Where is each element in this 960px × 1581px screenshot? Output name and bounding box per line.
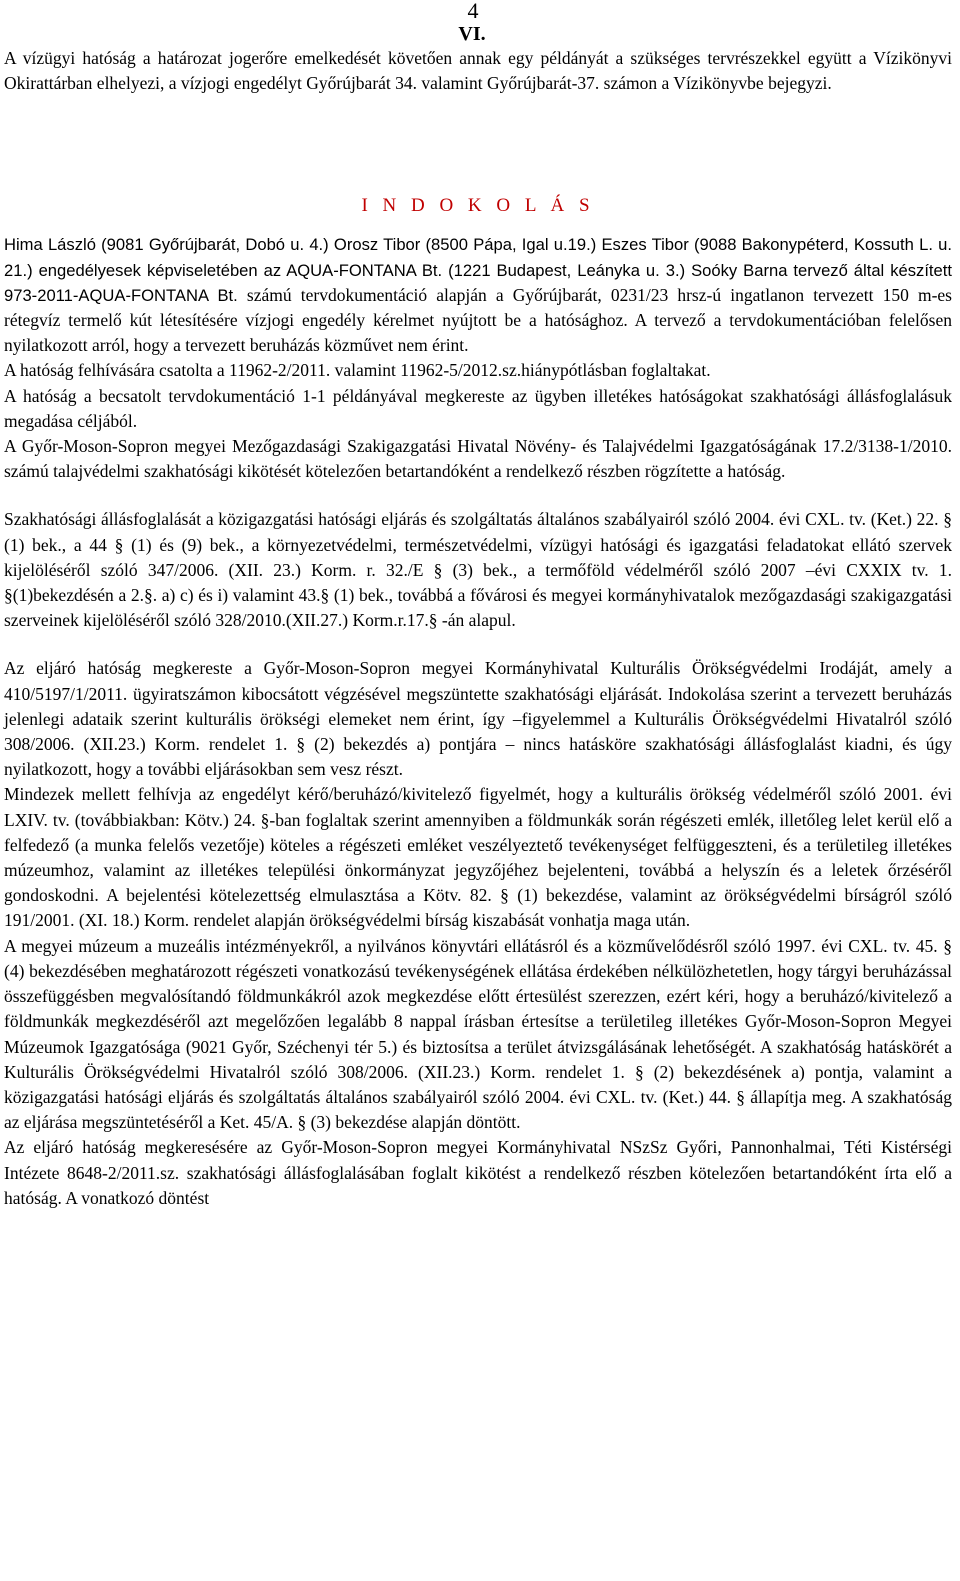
section-number: VI. (458, 23, 486, 45)
paragraph-kulturalis-2: Mindezek mellett felhívja az engedélyt kérő/beruházó/kivitelező figyelmét, hogy a kulturális örökség védelméről szóló 2001. évi LXIV. tv. (továbbiakban: Kötv.) 24. §-ban foglaltak szerint amennyiben a földmunkák során régészeti emlék, illetőleg lelet kerül elő a felfedező (a munka felelős vezetője) köteles a régészeti emléket veszélyeztető tevékenységet felfüggeszteni, és a területileg illetékes múzeumhoz, valamint az illetékes települési önkormányzat jegyzőjéhez bejelenteni, továbbá a helyszín és a leletek őrzéséről gondoskodni. A bejelentési kötelezettség elmulasztása a Kötv. 82. § (1) bekezdése, valamint az örökségvédelmi bírságról szóló 191/2001. (XI. 18.) Korm. rendelet alapján örökségvédelmi bírság kiszabását vonhatja maga után. (4, 784, 952, 931)
paragraph-megkereses: A hatóság a becsatolt tervdokumentáció 1-1 példányával megkereste az ügyben illetékes hatóságokat szakhatósági állásfoglalásuk megadása céljából. (4, 385, 952, 431)
heading-indokolas: I N D O K O L Á S (361, 195, 595, 217)
paragraph-nszsz: Az eljáró hatóság megkeresésére az Győr-Moson-Sopron megyei Kormányhivatal NSzSz Győri, Pannonhalmai, Téti Kistérségi Intézete 8648-2/2011.sz. szakhatósági állásfoglalásában foglalt kikötést a rendelkező részben kötelezően betartandóként írta elő a hatóság. A vonatkozó döntést (4, 1137, 952, 1208)
indokolas-intro-serif: számú tervdokumentáció alapján a Győrújbarát, 0231/23 hrsz-ú ingatlanon tervezett 150 m-es rétegvíz termelő kút létesítésére vízjogi engedély kérelmet nyújtott be a hatósághoz. A tervező a tervdokumentációban felelősen nyilatkozott arról, hogy a tervezett beruházás közművet nem érint. (4, 284, 952, 356)
paragraph-hianypotlas: A hatóság felhívására csatolta a 11962-2/2011. valamint 11962-5/2012.sz.hiánypótlásban foglaltakat. (4, 360, 711, 381)
paragraph-szakhatosagi: Szakhatósági állásfoglalását a közigazgatási hatósági eljárás és szolgáltatás általános szabályairól szóló 2004. évi CXL. tv. (Ket.) 22. § (1) bek., a 44 § (1) és (9) bek., a környezetvédelmi, természetvédelmi, vízügyi hatósági és igazgatási feladatokat ellátó szervek kijelöléséről szóló 347/2006. (XII. 23.) Korm. r. 32./E § (3) bek., a termőföld védelméről szóló 2007 –évi CXXIX tv. 1. §(1)bekezdésén a 2.§. a) c) és i) valamint 43.§ (1) bek., továbbá a fővárosi és megyei kormányhivatalok mezőgazdasági szakigazgatási szerveinek kijelöléséről szóló 328/2010.(XII.27.) Korm.r.17.§ -án alapul. (4, 509, 952, 631)
paragraph-kulturalis-3: A megyei múzeum a muzeális intézményekről, a nyilvános könyvtári ellátásról és a közművelődésről szóló 1997. évi CXL. tv. 45. § (4) bekezdésében meghatározott régészeti vonatkozású tevékenységének ellátása érdekében nélkülözhetetlen, hogy tárgyi beruházással összefüggésben megvalósítandó földmunkákról azok megkezdése előtt értesülést szerezzen, ezért kéri, hogy a beruházó/kivitelező a földmunkák megkezdéséről azt megelőzően legalább 8 nappal írásban értesítse a területileg illetékes Győr-Moson-Sopron Megyei Múzeumok Igazgatósága (9021 Győr, Széchenyi tér 5.) és biztosítsa a terület átvizsgálásának lehetőségét. A szakhatóság hatáskörét a Kulturális Örökségvédelmi Hivatalról szóló 308/2006. (XII.23.) Korm. rendelet 1. § (2) bekezdésének a) pontja, valamint a közigazgatási hatósági eljárás és szolgáltatás általános szabályairól szóló 2004. évi CXL. tv. (Ket.) 44. § állapítja meg. A szakhatóság az eljárása megszüntetéséről a Ket. 45/A. § (3) bekezdése alapján döntött. (4, 935, 952, 1133)
page-number: 4 (467, 0, 479, 23)
paragraph-vizkonyv: A vízügyi hatóság a határozat jogerőre emelkedését követően annak egy példányát a szükséges tervrészekkel együtt a Vízikönyvi Okirattárban elhelyezi, a vízjogi engedélyt Győrújbarát 34. valamint Győrújbarát-37. számon a Vízikönyvbe bejegyzi. (4, 48, 952, 94)
indokolas-intro-sans: Hima László (9081 Győrújbarát, Dobó u. 4.) Orosz Tibor (8500 Pápa, Igal u.19.) Eszes Tibor (9088 Bakonypéterd, Kossuth L. u. 21.) engedélyesek képviseletében az AQUA-FONTANA Bt. (1221 Budapest, Leányka u. 3.) Soóky Barna tervező által készített 973-2011-AQUA-FONTANA Bt. (4, 235, 952, 305)
paragraph-kulturalis-1: Az eljáró hatóság megkereste a Győr-Moson-Sopron megyei Kormányhivatal Kulturális Örökségvédelmi Irodáját, amely a 410/5197/1/2011. ügyiratszámon kibocsátott végzésével megszüntette szakhatósági eljárását. Indokolása szerint a tervezett beruházás jelenlegi adataik szerint kulturális örökségi elemeket nem érint, így –figyelemmel a Kulturális Örökségvédelmi Hivatalról szóló 308/2006. (XII.23.) Korm. rendelet 1. § (2) bekezdés a) pontjára – nincs hatásköre szakhatósági állásfoglalást kiadni, és úgy nyilatkozott, hogy a további eljárásokban sem vesz részt. (4, 658, 952, 780)
paragraph-indokolas-intro (4, 232, 952, 358)
paragraph-talajvedelmi: A Győr-Moson-Sopron megyei Mezőgazdasági Szakigazgatási Hivatal Növény- és Talajvédelmi Igazgatóságának 17.2/3138-1/2010. számú talajvédelmi szakhatósági kikötését kötelezően betartandóként a rendelkező részben rögzítette a hatóság. (4, 436, 952, 482)
